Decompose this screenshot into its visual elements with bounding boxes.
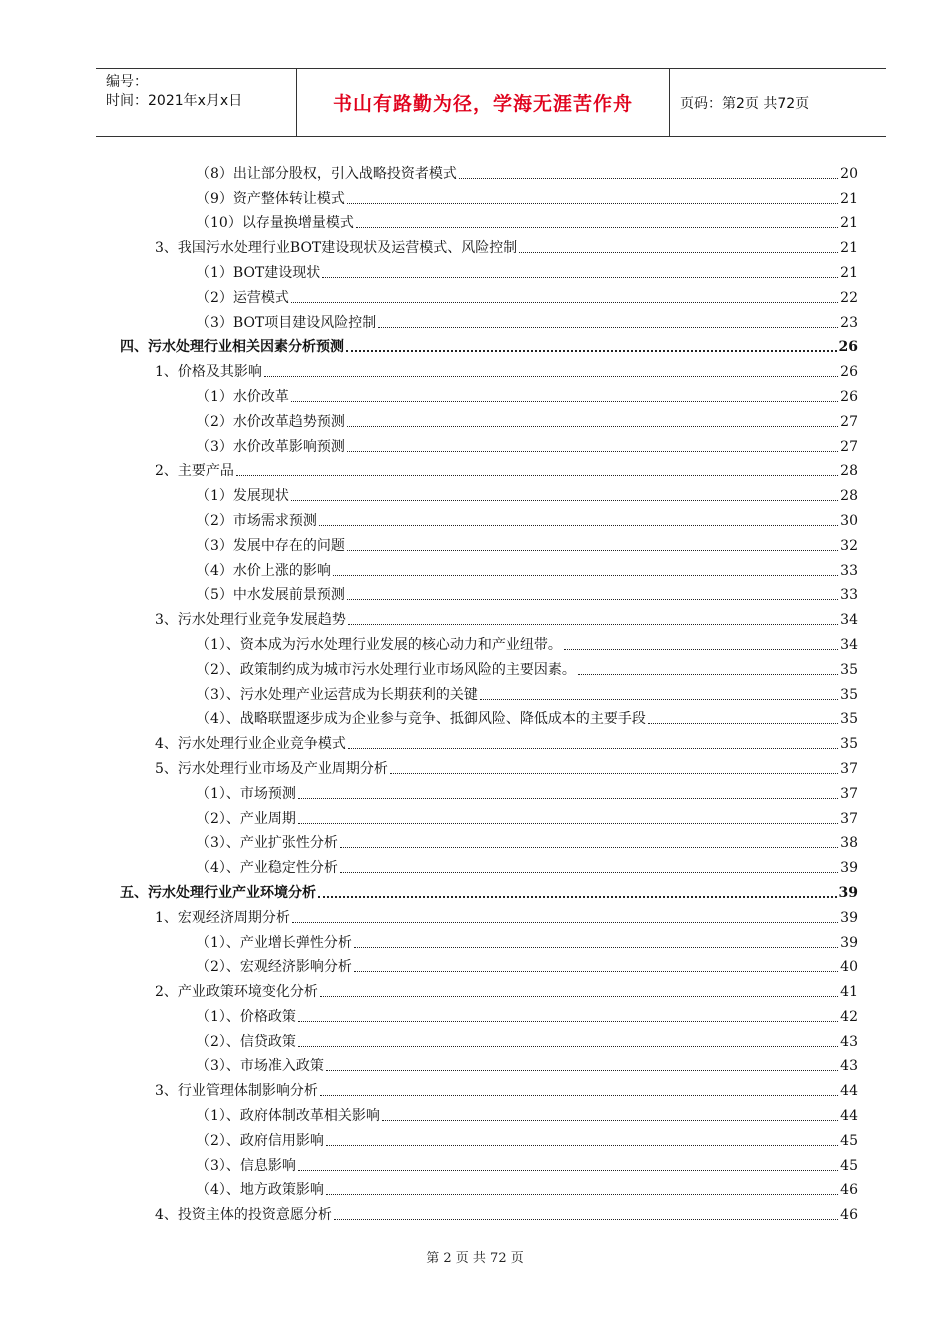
toc-entry-label: （1）、政府体制改革相关影响 [196,1108,380,1125]
toc-leader-dots [340,847,838,848]
toc-entry[interactable] [120,183,858,208]
toc-entry[interactable] [120,927,858,952]
toc-entry-label: （9）资产整体转让模式 [196,190,345,207]
toc-entry-label: 4、污水处理行业企业竞争模式 [155,736,346,753]
toc-entry-label: （3）、信息影响 [196,1157,296,1174]
toc-entry-label: （8）出让部分股权，引入战略投资者模式 [196,165,457,182]
toc-entry-label: （3）、产业扩张性分析 [196,835,338,852]
toc-leader-dots [264,376,838,377]
toc-entry-label: 1、宏观经济周期分析 [155,909,290,926]
toc-entry-label: （1）、资本成为污水处理行业发展的核心动力和产业纽带。 [196,636,562,653]
toc-entry-page: 39 [840,934,858,951]
toc-entry-page: 39 [840,909,858,926]
toc-entry-page: 33 [840,562,858,579]
toc-entry-page: 26 [838,339,858,356]
toc-entry-page: 21 [840,240,858,257]
toc-leader-dots [326,1145,838,1146]
toc-entry-label: 2、主要产品 [155,463,234,480]
header-slogan: 书山有路勤为径，学海无涯苦作舟 [297,69,670,136]
toc-entry-page: 28 [840,463,858,480]
toc-entry-label: （2）运营模式 [196,289,289,306]
toc-entry-page: 35 [840,711,858,728]
toc-entry[interactable] [120,555,858,580]
toc-entry-page: 42 [840,1008,858,1025]
toc-entry-page: 43 [840,1058,858,1075]
toc-leader-dots [346,350,837,352]
toc-leader-dots [356,227,838,228]
toc-entry[interactable] [120,406,858,431]
toc-entry[interactable] [120,1075,858,1100]
toc-entry-label: （5）中水发展前景预测 [196,587,345,604]
toc-entry[interactable] [120,976,858,1001]
toc-entry-page: 35 [840,661,858,678]
toc-entry[interactable] [120,580,858,605]
toc-entry[interactable] [120,307,858,332]
toc-entry-label: （3）发展中存在的问题 [196,537,345,554]
toc-entry-label: 4、投资主体的投资意愿分析 [155,1207,332,1224]
toc-entry[interactable] [120,232,858,257]
toc-entry-label: （2）水价改革趋势预测 [196,413,345,430]
toc-entry[interactable] [120,629,858,654]
toc-entry-label: 3、行业管理体制影响分析 [155,1083,318,1100]
toc-leader-dots [236,475,838,476]
toc-entry[interactable] [120,1001,858,1026]
toc-entry[interactable] [120,753,858,778]
toc-entry-page: 37 [840,785,858,802]
toc-entry[interactable] [120,431,858,456]
toc-entry[interactable] [120,208,858,233]
toc-entry[interactable] [120,604,858,629]
toc-entry-label: （1）、价格政策 [196,1008,296,1025]
toc-entry[interactable] [120,1175,858,1200]
header-page-info: 页码：第2页 共72页 [680,95,810,112]
page-header [96,68,886,137]
toc-leader-dots [480,699,838,700]
toc-entry[interactable] [120,1199,858,1224]
toc-leader-dots [348,624,838,625]
toc-leader-dots [320,1095,838,1096]
toc-entry[interactable] [120,1026,858,1051]
toc-entry-label: 五、污水处理行业产业环境分析 [120,884,316,901]
toc-entry-page: 46 [840,1182,858,1199]
toc-entry-page: 37 [840,810,858,827]
toc-entry-page: 35 [840,686,858,703]
toc-entry-page: 41 [840,984,858,1001]
toc-leader-dots [354,947,838,948]
toc-entry-label: （1）、市场预测 [196,785,296,802]
toc-entry-page: 21 [840,190,858,207]
toc-entry-label: （3）、市场准入政策 [196,1058,324,1075]
toc-entry[interactable] [120,1051,858,1076]
toc-entry-label: （3）BOT项目建设风险控制 [196,314,377,331]
toc-entry-label: 3、污水处理行业竞争发展趋势 [155,612,346,629]
toc-leader-dots [390,773,838,774]
toc-leader-dots [340,872,838,873]
toc-entry-page: 38 [840,835,858,852]
toc-leader-dots [326,1070,838,1071]
toc-entry-page: 27 [840,438,858,455]
toc-leader-dots [382,1120,838,1121]
toc-entry-page: 44 [840,1083,858,1100]
toc-leader-dots [292,922,838,923]
toc-leader-dots [333,575,838,576]
toc-entry-label: （2）、政策制约成为城市污水处理行业市场风险的主要因素。 [196,661,576,678]
toc-entry-page: 26 [840,364,858,381]
toc-entry[interactable] [120,877,858,902]
toc-entry-page: 26 [840,388,858,405]
toc-entry-page: 45 [840,1132,858,1149]
toc-leader-dots [291,302,838,303]
toc-entry[interactable] [120,654,858,679]
code-label: 编号： [106,74,148,90]
toc-entry-label: （4）水价上涨的影响 [196,562,331,579]
toc-leader-dots [459,178,838,179]
toc-entry-label: 四、污水处理行业相关因素分析预测 [120,339,344,356]
toc-entry-label: （1）发展现状 [196,488,289,505]
time-label: 时间：2021年x月x日 [106,93,243,109]
toc-entry-page: 45 [840,1157,858,1174]
toc-entry-label: （4）、战略联盟逐步成为企业参与竞争、抵御风险、降低成本的主要手段 [196,711,646,728]
toc-entry[interactable] [120,530,858,555]
toc-entry-label: （2）、产业周期 [196,810,296,827]
toc-entry[interactable] [120,728,858,753]
toc-entry-page: 23 [840,314,858,331]
toc-entry-label: （2）、信贷政策 [196,1033,296,1050]
toc-entry-page: 44 [840,1108,858,1125]
toc-leader-dots [319,525,838,526]
toc-entry[interactable] [120,332,858,357]
table-of-contents [120,158,858,1224]
toc-entry-label: （1）、产业增长弹性分析 [196,934,352,951]
toc-entry-label: 3、我国污水处理行业BOT建设现状及运营模式、风险控制 [155,240,518,257]
toc-entry-page: 35 [840,736,858,753]
toc-entry[interactable] [120,852,858,877]
toc-leader-dots [564,649,838,650]
toc-entry[interactable] [120,778,858,803]
toc-entry[interactable] [120,952,858,977]
toc-entry-page: 21 [840,264,858,281]
toc-entry-page: 37 [840,760,858,777]
toc-leader-dots [298,1046,838,1047]
toc-leader-dots [347,550,838,551]
toc-entry-label: （3）水价改革影响预测 [196,438,345,455]
toc-entry-page: 40 [840,959,858,976]
toc-leader-dots [648,723,838,724]
toc-leader-dots [347,451,838,452]
header-meta [96,69,297,136]
toc-leader-dots [347,426,838,427]
toc-entry-label: 5、污水处理行业市场及产业周期分析 [155,760,388,777]
toc-leader-dots [326,1194,838,1195]
toc-leader-dots [291,500,838,501]
toc-entry-page: 30 [840,512,858,529]
toc-entry-page: 20 [840,165,858,182]
toc-entry-label: （3）、污水处理产业运营成为长期获利的关键 [196,686,478,703]
toc-leader-dots [347,599,838,600]
toc-entry[interactable] [120,902,858,927]
toc-entry[interactable] [120,1125,858,1150]
toc-entry-label: 1、价格及其影响 [155,364,262,381]
toc-entry[interactable] [120,158,858,183]
toc-entry[interactable] [120,282,858,307]
toc-entry-page: 33 [840,587,858,604]
toc-entry[interactable] [120,1150,858,1175]
toc-leader-dots [354,971,838,972]
toc-leader-dots [298,1170,838,1171]
toc-leader-dots [347,203,838,204]
toc-leader-dots [519,252,838,253]
toc-entry-label: （2）、政府信用影响 [196,1132,324,1149]
toc-entry-page: 22 [840,289,858,306]
toc-entry-label: （2）市场需求预测 [196,512,317,529]
toc-entry[interactable] [120,1100,858,1125]
toc-entry-label: （1）BOT建设现状 [196,264,321,281]
toc-leader-dots [578,674,838,675]
toc-leader-dots [298,1021,838,1022]
toc-entry[interactable] [120,480,858,505]
toc-entry-page: 39 [838,884,858,901]
toc-entry[interactable] [120,356,858,381]
toc-entry-page: 21 [840,215,858,232]
toc-entry[interactable] [120,381,858,406]
toc-entry-label: （4）、地方政策影响 [196,1182,324,1199]
toc-entry-label: 2、产业政策环境变化分析 [155,984,318,1001]
toc-leader-dots [291,401,838,402]
toc-entry-label: （2）、宏观经济影响分析 [196,959,352,976]
toc-entry-page: 43 [840,1033,858,1050]
toc-entry-page: 34 [840,636,858,653]
toc-entry[interactable] [120,679,858,704]
toc-entry-page: 27 [840,413,858,430]
toc-leader-dots [334,1219,838,1220]
toc-entry[interactable] [120,828,858,853]
toc-entry-label: （10）以存量换增量模式 [196,215,354,232]
page-footer: 第 2 页 共 72 页 [426,1251,524,1266]
toc-entry-page: 39 [840,860,858,877]
toc-leader-dots [298,823,838,824]
toc-entry-page: 32 [840,537,858,554]
toc-entry-page: 34 [840,612,858,629]
toc-leader-dots [320,996,838,997]
toc-leader-dots [318,896,837,898]
toc-leader-dots [322,277,838,278]
toc-entry[interactable] [120,803,858,828]
toc-entry[interactable] [120,257,858,282]
toc-leader-dots [378,327,838,328]
toc-entry[interactable] [120,505,858,530]
toc-leader-dots [348,748,838,749]
toc-entry-page: 28 [840,488,858,505]
toc-entry-label: （1）水价改革 [196,388,289,405]
toc-entry-page: 46 [840,1207,858,1224]
toc-entry[interactable] [120,456,858,481]
toc-entry-label: （4）、产业稳定性分析 [196,860,338,877]
toc-leader-dots [298,798,838,799]
toc-entry[interactable] [120,704,858,729]
